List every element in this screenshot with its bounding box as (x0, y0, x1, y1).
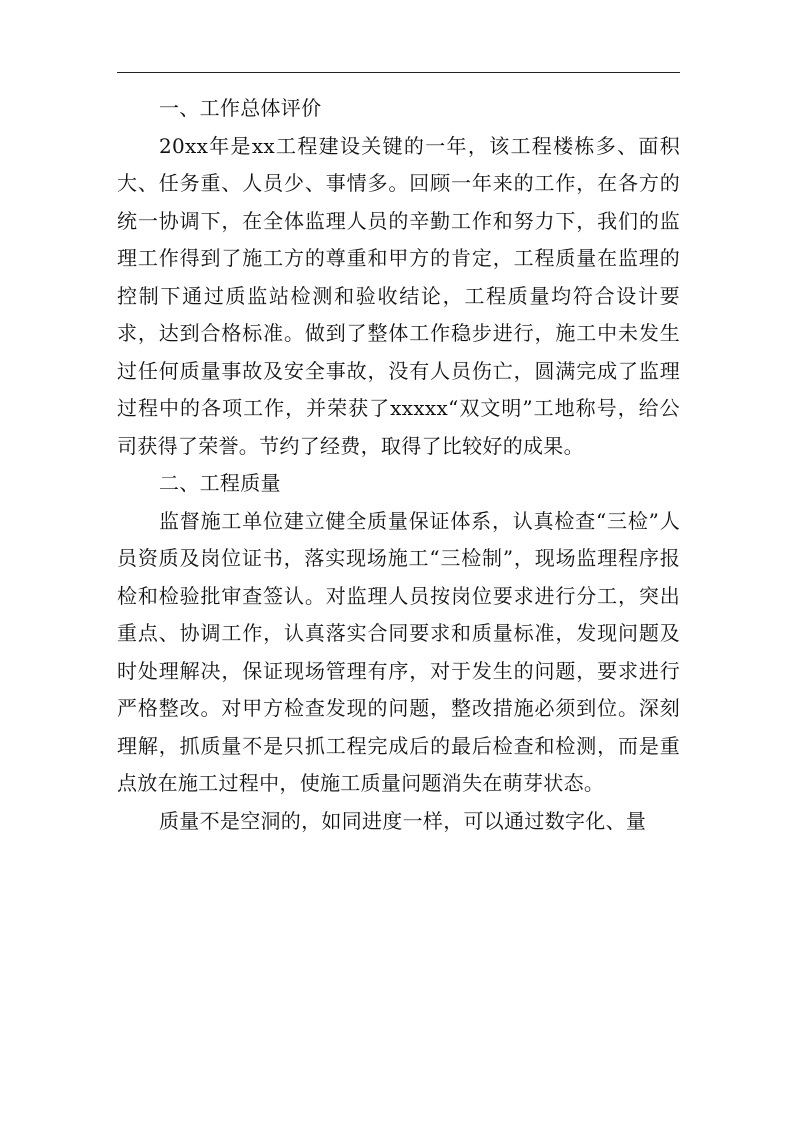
paragraph-work-evaluation: 20xx年是xx工程建设关键的一年，该工程楼栋多、面积大、任务重、人员少、事情多。回顾一年来的工作，在各方的统一协调下，在全体监理人员的辛勤工作和努力下，我们的监理工作得到了施工方的尊重和甲方的肯定，工程质量在监理的控制下通过质监站检测和验收结论，工程质量均符合设计要求，达到合格标准。做到了整体工作稳步进行，施工中未发生过任何质量事故及安全事故，没有人员伤亡，圆满完成了监理过程中的各项工作，并荣获了xxxxx“双文明”工地称号，给公司获得了荣誉。节约了经费，取得了比较好的成果。 (117, 133, 680, 458)
section-heading-work-evaluation: 一、工作总体评价 (159, 96, 322, 120)
header-rule (117, 72, 680, 73)
paragraph-quality-supervision: 监督施工单位建立健全质量保证体系，认真检查“三检”人员资质及岗位证书，落实现场施工“三检制”，现场监理程序报检和检验批审查签认。对监理人员按岗位要求进行分工，突出重点、协调工作，认真落实合同要求和质量标准，发现问题及时处理解决，保证现场管理有序，对于发生的问题，要求进行严格整改。对甲方检查发现的问题，整改措施必须到位。深刻理解，抓质量不是只抓工程完成后的最后检查和检测，而是重点放在施工过程中，使施工质量问题消失在萌芽状态。 (117, 508, 680, 795)
paragraph-quality-quantification: 质量不是空洞的，如同进度一样，可以通过数字化、量 (159, 808, 647, 833)
document-body (117, 90, 680, 840)
section-heading-project-quality: 二、工程质量 (159, 471, 281, 495)
